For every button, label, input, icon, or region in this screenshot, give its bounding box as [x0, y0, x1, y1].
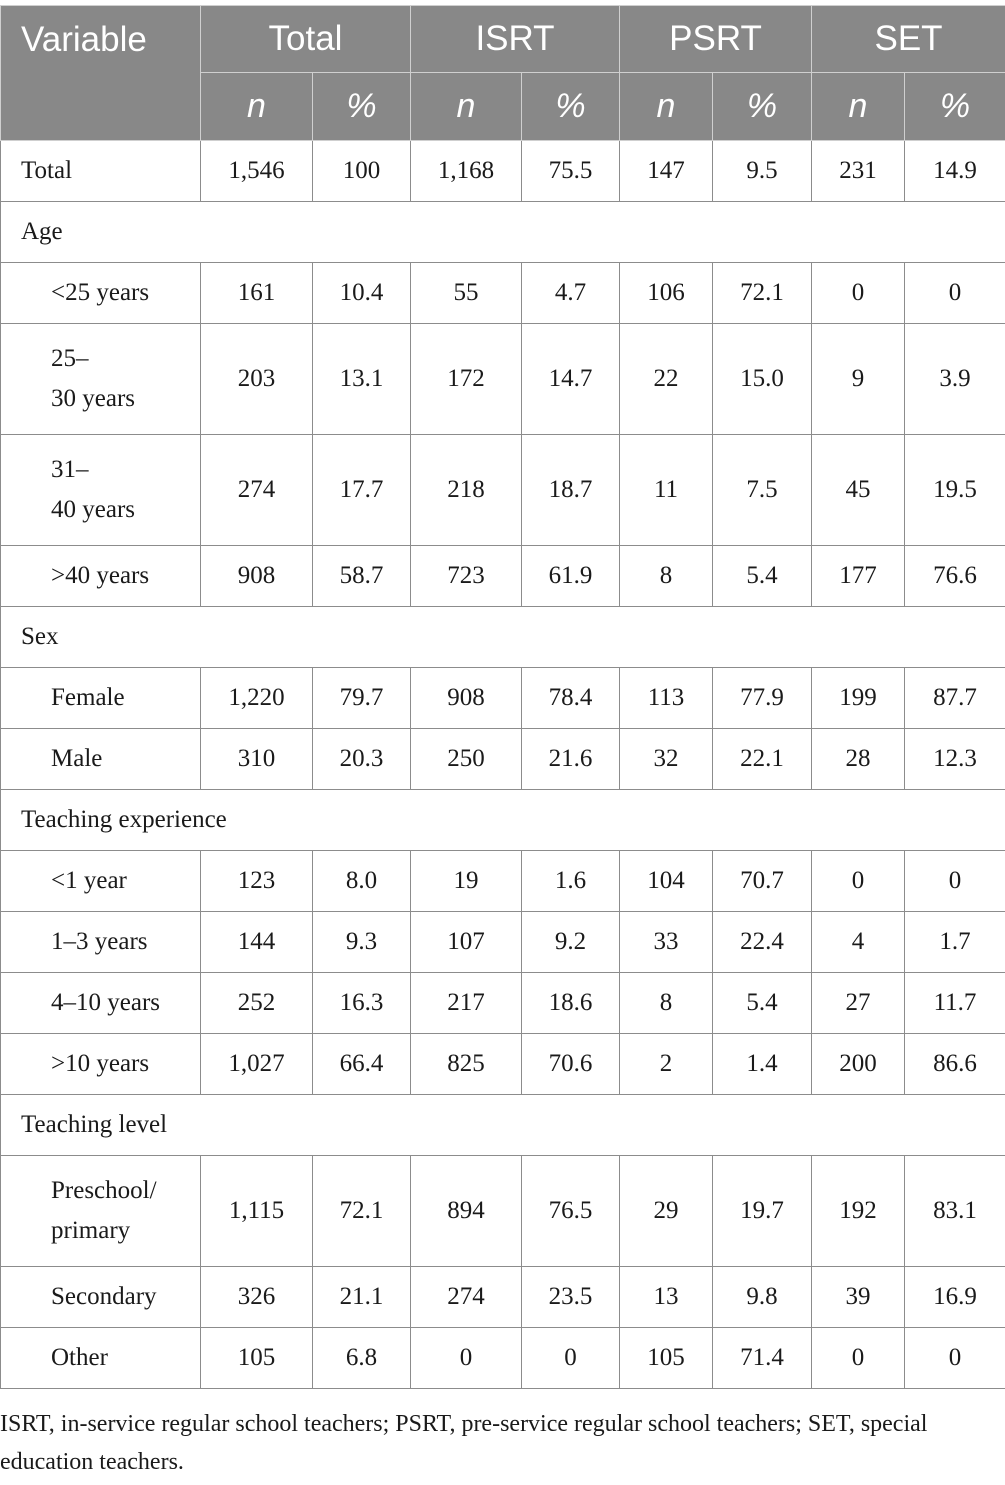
n-cell: 45 [812, 435, 905, 546]
n-cell: 217 [411, 973, 522, 1034]
row-label: 1–3 years [1, 912, 201, 973]
pct-cell: 70.7 [713, 851, 812, 912]
pct-cell: 87.7 [905, 668, 1005, 729]
header-group-row [1, 6, 1005, 73]
pct-cell: 21.1 [313, 1267, 411, 1328]
n-cell: 105 [201, 1328, 313, 1389]
n-cell: 0 [411, 1328, 522, 1389]
n-cell: 113 [620, 668, 713, 729]
row-label: <1 year [1, 851, 201, 912]
n-cell: 252 [201, 973, 313, 1034]
n-cell: 106 [620, 263, 713, 324]
row-label-line: 40 years [51, 496, 135, 523]
section-header-row [1, 790, 1005, 851]
n-cell: 1,115 [201, 1156, 313, 1267]
n-cell: 0 [812, 1328, 905, 1389]
row-label-line: 31– [51, 456, 89, 483]
pct-cell: 58.7 [313, 546, 411, 607]
table-row [1, 1156, 1005, 1267]
n-cell: 123 [201, 851, 313, 912]
n-cell: 33 [620, 912, 713, 973]
n-cell: 203 [201, 324, 313, 435]
table-row [1, 668, 1005, 729]
pct-cell: 0 [905, 1328, 1005, 1389]
n-cell: 1,027 [201, 1034, 313, 1095]
n-cell: 310 [201, 729, 313, 790]
pct-cell: 0 [905, 851, 1005, 912]
pct-cell: 8.0 [313, 851, 411, 912]
pct-cell: 10.4 [313, 263, 411, 324]
pct-cell: 70.6 [522, 1034, 620, 1095]
n-cell: 107 [411, 912, 522, 973]
table-row [1, 912, 1005, 973]
section-header-row [1, 202, 1005, 263]
table-row [1, 263, 1005, 324]
group-header-isrt: ISRT [411, 6, 620, 73]
row-label: Other [1, 1328, 201, 1389]
table-row [1, 141, 1005, 202]
n-cell: 147 [620, 141, 713, 202]
pct-cell: 100 [313, 141, 411, 202]
pct-cell: 0 [905, 263, 1005, 324]
pct-cell: 18.7 [522, 435, 620, 546]
row-label: Male [1, 729, 201, 790]
group-header-total: Total [201, 6, 411, 73]
table-row [1, 324, 1005, 435]
n-cell: 104 [620, 851, 713, 912]
row-label: <25 years [1, 263, 201, 324]
pct-cell: 79.7 [313, 668, 411, 729]
pct-cell: 1.7 [905, 912, 1005, 973]
pct-cell: 4.7 [522, 263, 620, 324]
pct-cell: 9.8 [713, 1267, 812, 1328]
pct-cell: 77.9 [713, 668, 812, 729]
n-cell: 172 [411, 324, 522, 435]
n-cell: 27 [812, 973, 905, 1034]
pct-cell: 12.3 [905, 729, 1005, 790]
n-cell: 326 [201, 1267, 313, 1328]
pct-cell: 78.4 [522, 668, 620, 729]
pct-cell: 3.9 [905, 324, 1005, 435]
pct-cell: 14.9 [905, 141, 1005, 202]
pct-cell: 76.6 [905, 546, 1005, 607]
section-label: Age [1, 202, 1005, 263]
section-label: Teaching level [1, 1095, 1005, 1156]
pct-cell: 21.6 [522, 729, 620, 790]
pct-cell: 83.1 [905, 1156, 1005, 1267]
section-header-row [1, 607, 1005, 668]
pct-cell: 1.4 [713, 1034, 812, 1095]
row-label-line: 25– [51, 345, 89, 372]
pct-cell: 16.9 [905, 1267, 1005, 1328]
row-label [1, 1156, 201, 1267]
n-cell: 2 [620, 1034, 713, 1095]
n-cell: 1,546 [201, 141, 313, 202]
n-cell: 8 [620, 546, 713, 607]
n-cell: 19 [411, 851, 522, 912]
pct-cell: 61.9 [522, 546, 620, 607]
n-cell: 199 [812, 668, 905, 729]
pct-cell: 0 [522, 1328, 620, 1389]
pct-cell: 5.4 [713, 546, 812, 607]
n-cell: 9 [812, 324, 905, 435]
n-cell: 39 [812, 1267, 905, 1328]
n-cell: 218 [411, 435, 522, 546]
n-cell: 28 [812, 729, 905, 790]
table-row [1, 1328, 1005, 1389]
row-label: Total [1, 141, 201, 202]
pct-header: % [713, 73, 812, 141]
row-label-line: primary [51, 1217, 131, 1244]
section-label: Teaching experience [1, 790, 1005, 851]
n-cell: 13 [620, 1267, 713, 1328]
n-cell: 0 [812, 851, 905, 912]
table-footnote: ISRT, in-service regular school teachers; PSRT, pre-service regular school teachers; SET, special education teachers. [0, 1411, 928, 1475]
pct-cell: 16.3 [313, 973, 411, 1034]
n-cell: 825 [411, 1034, 522, 1095]
pct-cell: 1.6 [522, 851, 620, 912]
pct-cell: 72.1 [313, 1156, 411, 1267]
pct-cell: 72.1 [713, 263, 812, 324]
row-label [1, 435, 201, 546]
pct-cell: 20.3 [313, 729, 411, 790]
n-cell: 55 [411, 263, 522, 324]
table-row [1, 851, 1005, 912]
table-row [1, 1267, 1005, 1328]
pct-cell: 15.0 [713, 324, 812, 435]
pct-cell: 11.7 [905, 973, 1005, 1034]
group-header-set: SET [812, 6, 1005, 73]
pct-cell: 22.4 [713, 912, 812, 973]
pct-cell: 86.6 [905, 1034, 1005, 1095]
n-cell: 250 [411, 729, 522, 790]
n-cell: 29 [620, 1156, 713, 1267]
n-cell: 105 [620, 1328, 713, 1389]
pct-cell: 7.5 [713, 435, 812, 546]
pct-cell: 5.4 [713, 973, 812, 1034]
pct-header: % [313, 73, 411, 141]
section-label: Sex [1, 607, 1005, 668]
section-header-row [1, 1095, 1005, 1156]
n-cell: 22 [620, 324, 713, 435]
row-label: >40 years [1, 546, 201, 607]
group-header-psrt: PSRT [620, 6, 812, 73]
n-header: n [812, 73, 905, 141]
table-row [1, 729, 1005, 790]
pct-cell: 66.4 [313, 1034, 411, 1095]
table-row [1, 973, 1005, 1034]
table-row [1, 546, 1005, 607]
n-cell: 274 [411, 1267, 522, 1328]
n-cell: 144 [201, 912, 313, 973]
pct-cell: 9.2 [522, 912, 620, 973]
n-cell: 1,168 [411, 141, 522, 202]
row-label-line: Preschool/ [51, 1177, 157, 1204]
n-cell: 200 [812, 1034, 905, 1095]
pct-cell: 9.3 [313, 912, 411, 973]
n-cell: 1,220 [201, 668, 313, 729]
table-body [1, 141, 1005, 1389]
table-header [1, 6, 1005, 141]
pct-cell: 22.1 [713, 729, 812, 790]
pct-cell: 14.7 [522, 324, 620, 435]
n-cell: 0 [812, 263, 905, 324]
n-header: n [411, 73, 522, 141]
demographics-table [0, 5, 1005, 1389]
pct-cell: 13.1 [313, 324, 411, 435]
row-label: Female [1, 668, 201, 729]
pct-cell: 75.5 [522, 141, 620, 202]
n-cell: 192 [812, 1156, 905, 1267]
n-cell: 4 [812, 912, 905, 973]
table-row [1, 1034, 1005, 1095]
n-cell: 908 [411, 668, 522, 729]
n-cell: 908 [201, 546, 313, 607]
row-label-line: 30 years [51, 385, 135, 412]
n-cell: 177 [812, 546, 905, 607]
pct-cell: 19.7 [713, 1156, 812, 1267]
n-header: n [620, 73, 713, 141]
pct-cell: 18.6 [522, 973, 620, 1034]
n-cell: 32 [620, 729, 713, 790]
pct-cell: 23.5 [522, 1267, 620, 1328]
row-label [1, 324, 201, 435]
pct-header: % [905, 73, 1005, 141]
pct-header: % [522, 73, 620, 141]
table-row [1, 435, 1005, 546]
row-label: Secondary [1, 1267, 201, 1328]
n-cell: 161 [201, 263, 313, 324]
pct-cell: 19.5 [905, 435, 1005, 546]
n-cell: 894 [411, 1156, 522, 1267]
pct-cell: 17.7 [313, 435, 411, 546]
n-cell: 8 [620, 973, 713, 1034]
n-cell: 723 [411, 546, 522, 607]
row-label: >10 years [1, 1034, 201, 1095]
row-label: 4–10 years [1, 973, 201, 1034]
pct-cell: 9.5 [713, 141, 812, 202]
variable-header: Variable [1, 6, 201, 141]
pct-cell: 76.5 [522, 1156, 620, 1267]
n-cell: 231 [812, 141, 905, 202]
pct-cell: 6.8 [313, 1328, 411, 1389]
n-cell: 274 [201, 435, 313, 546]
pct-cell: 71.4 [713, 1328, 812, 1389]
n-header: n [201, 73, 313, 141]
n-cell: 11 [620, 435, 713, 546]
